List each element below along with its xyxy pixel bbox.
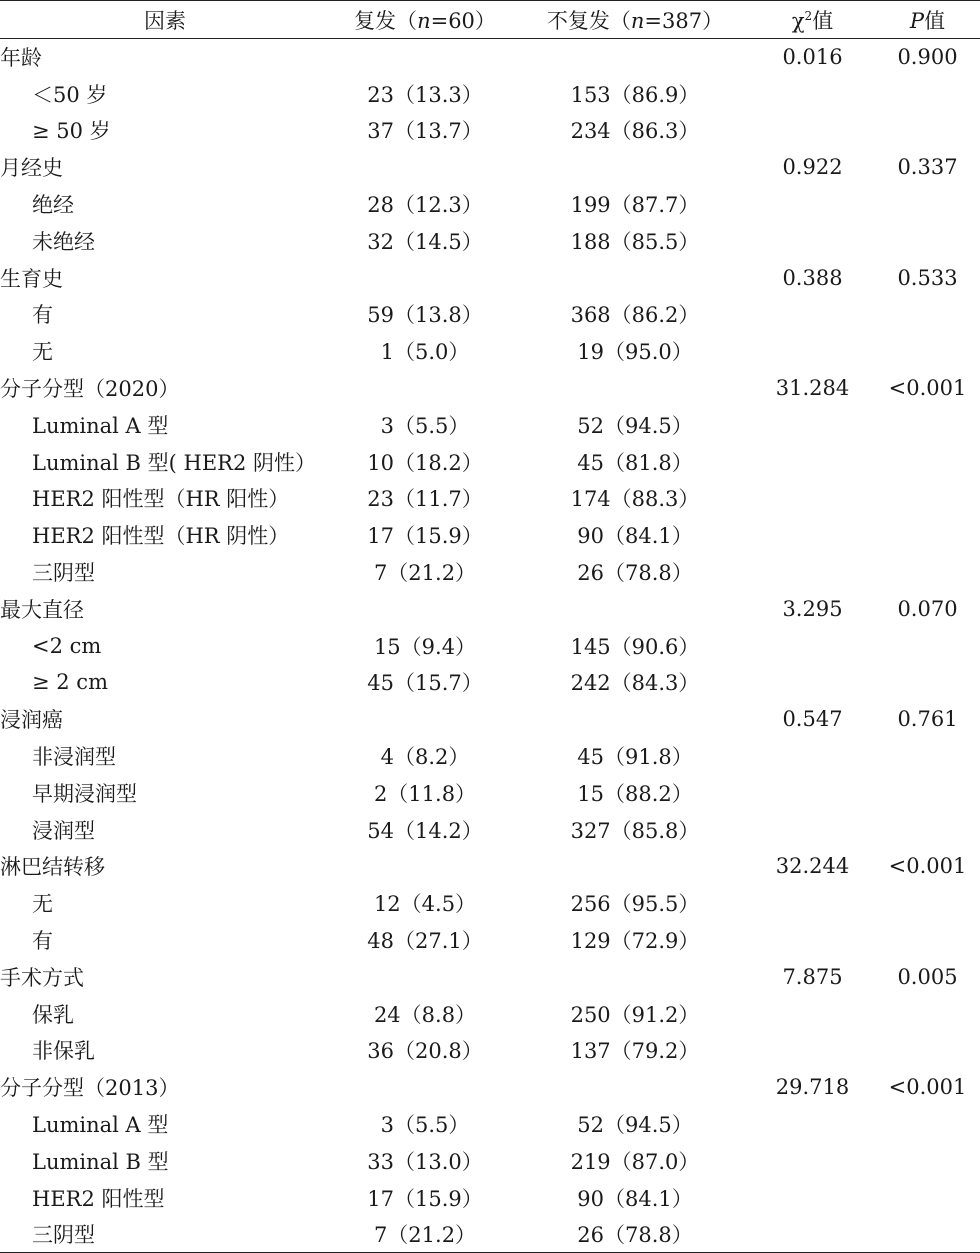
table-row-factor xyxy=(0,39,980,76)
p-value-cell: <0.001 xyxy=(888,376,967,401)
factor-cell: 浸润型 xyxy=(32,818,95,843)
factor-cell: 月经史 xyxy=(0,156,63,181)
recurrence-cell: 7（21.2） xyxy=(330,1216,520,1253)
p-value-cell xyxy=(875,627,980,664)
no-recurrence-cell: 327（85.8） xyxy=(570,818,700,843)
p-value-cell xyxy=(875,112,980,149)
recurrence-cell: 10（18.2） xyxy=(367,450,483,475)
p-value-cell xyxy=(875,664,980,701)
p-value-cell xyxy=(875,1216,980,1253)
table-row-subitem xyxy=(0,517,980,554)
recurrence-cell: 15（9.4） xyxy=(373,634,477,659)
no-recurrence-cell xyxy=(520,370,750,407)
no-recurrence-cell: 199（87.7） xyxy=(570,193,700,218)
table-row-subitem xyxy=(0,922,980,959)
recurrence-cell xyxy=(330,149,520,186)
no-recurrence-cell xyxy=(520,259,750,296)
factor-cell: 分子分型（2013） xyxy=(0,1076,180,1101)
factor-cell: ≥ 50 岁 xyxy=(32,119,111,144)
factor-cell: 三阴型 xyxy=(32,561,95,586)
recurrence-cell: 37（13.7） xyxy=(367,119,483,144)
table-row-subitem xyxy=(0,1106,980,1143)
p-value-cell xyxy=(875,222,980,259)
p-value-cell xyxy=(875,1179,980,1216)
no-recurrence-cell xyxy=(520,1069,750,1106)
recurrence-cell: 17（15.9） xyxy=(367,524,483,549)
p-value-cell: 0.070 xyxy=(897,596,958,621)
p-value-cell: <0.001 xyxy=(888,854,967,879)
table-row-factor xyxy=(0,958,980,995)
p-value-cell: 0.900 xyxy=(897,45,958,70)
table-row-factor xyxy=(0,701,980,738)
no-recurrence-cell xyxy=(520,149,750,186)
table-row-subitem xyxy=(0,995,980,1032)
p-value-cell xyxy=(875,738,980,775)
header-p-value: P值 xyxy=(875,1,980,39)
no-recurrence-cell: 90（84.1） xyxy=(577,1186,693,1211)
p-value-cell xyxy=(875,186,980,223)
chi-square-cell xyxy=(750,443,875,480)
chi-square-cell: 3.295 xyxy=(782,596,843,621)
chi-square-cell xyxy=(750,1216,875,1253)
recurrence-cell: 1（5.0） xyxy=(380,340,470,365)
p-value-cell xyxy=(875,333,980,370)
recurrence-cell: 3（5.5） xyxy=(380,1113,470,1137)
no-recurrence-cell xyxy=(520,590,750,627)
p-value-cell xyxy=(875,885,980,922)
table-row-subitem xyxy=(0,738,980,775)
chi-square-cell xyxy=(750,1142,875,1179)
chi-square-cell xyxy=(750,774,875,811)
chi-square-cell xyxy=(750,922,875,959)
no-recurrence-cell: 26（78.8） xyxy=(520,1216,750,1253)
no-recurrence-cell: 52（94.5） xyxy=(577,1113,693,1137)
factor-cell: 早期浸润型 xyxy=(32,781,137,806)
table-row-subitem xyxy=(0,186,980,223)
no-recurrence-cell: 368（86.2） xyxy=(570,303,700,328)
no-recurrence-cell: 174（88.3） xyxy=(570,487,700,512)
chi-square-cell: 29.718 xyxy=(775,1075,850,1100)
chi-square-cell xyxy=(750,664,875,701)
no-recurrence-cell: 15（88.2） xyxy=(577,781,693,806)
chi-square-cell xyxy=(750,1106,875,1143)
factor-cell: HER2 阳性型（HR 阳性） xyxy=(32,487,290,512)
p-value-cell xyxy=(875,995,980,1032)
no-recurrence-cell: 219（87.0） xyxy=(570,1149,700,1174)
factor-cell: ＜50 岁 xyxy=(32,82,108,107)
no-recurrence-cell xyxy=(520,958,750,995)
factor-cell: 最大直径 xyxy=(0,597,84,622)
p-value-cell: <0.001 xyxy=(888,1075,967,1100)
recurrence-cell: 17（15.9） xyxy=(367,1186,483,1211)
recurrence-cell: 4（8.2） xyxy=(380,745,470,770)
no-recurrence-cell xyxy=(520,39,750,76)
factor-cell: 非保乳 xyxy=(32,1039,95,1064)
factor-cell: Luminal A 型 xyxy=(32,1113,169,1137)
p-value-cell xyxy=(875,443,980,480)
table-row-factor xyxy=(0,259,980,296)
no-recurrence-cell: 90（84.1） xyxy=(577,524,693,549)
factor-cell: 非浸润型 xyxy=(32,745,116,770)
factor-cell: <2 cm xyxy=(32,633,102,658)
table-row-subitem xyxy=(0,112,980,149)
no-recurrence-cell: 250（91.2） xyxy=(570,1002,700,1027)
table-body xyxy=(0,39,980,1253)
table-row-subitem xyxy=(0,222,980,259)
table-row-subitem xyxy=(0,333,980,370)
factor-cell: 分子分型（2020） xyxy=(0,377,180,402)
no-recurrence-cell: 145（90.6） xyxy=(570,634,700,659)
p-value-cell xyxy=(875,554,980,591)
no-recurrence-cell: 45（91.8） xyxy=(577,745,693,770)
factor-cell: HER2 阳性型 xyxy=(32,1186,165,1211)
table-row-factor xyxy=(0,1069,980,1106)
chi-square-cell: 0.922 xyxy=(782,155,843,180)
chi-square-cell xyxy=(750,1179,875,1216)
no-recurrence-cell: 52（94.5） xyxy=(577,413,693,438)
no-recurrence-cell: 45（81.8） xyxy=(577,450,693,475)
chi-square-cell: 0.388 xyxy=(782,265,843,290)
table-row-factor xyxy=(0,848,980,885)
chi-square-cell xyxy=(750,1032,875,1069)
table-row-subitem xyxy=(0,627,980,664)
table-row-factor xyxy=(0,149,980,186)
chi-square-cell xyxy=(750,517,875,554)
recurrence-cell xyxy=(330,1069,520,1106)
recurrence-cell xyxy=(330,259,520,296)
factor-cell: 年龄 xyxy=(0,46,42,71)
factor-cell: 无 xyxy=(32,892,53,917)
chi-square-cell xyxy=(750,627,875,664)
p-value-cell xyxy=(875,774,980,811)
recurrence-cell xyxy=(330,39,520,76)
p-value-cell xyxy=(875,811,980,848)
p-value-cell xyxy=(875,296,980,333)
chi-square-cell xyxy=(750,186,875,223)
header-factor: 因素 xyxy=(0,1,330,39)
recurrence-cell: 3（5.5） xyxy=(380,413,470,438)
recurrence-cell xyxy=(330,701,520,738)
no-recurrence-cell: 137（79.2） xyxy=(570,1039,700,1064)
factor-cell: 未绝经 xyxy=(32,229,95,254)
no-recurrence-cell: 153（86.9） xyxy=(570,82,700,107)
chi-square-cell xyxy=(750,885,875,922)
p-value-cell xyxy=(875,480,980,517)
no-recurrence-cell: 19（95.0） xyxy=(577,340,693,365)
p-value-cell xyxy=(875,75,980,112)
recurrence-cell: 24（8.8） xyxy=(373,1002,477,1027)
factor-cell: 保乳 xyxy=(32,1002,74,1027)
table-row-subitem xyxy=(0,554,980,591)
factor-cell: 生育史 xyxy=(0,266,63,291)
chi-square-cell xyxy=(750,333,875,370)
table-row-subitem xyxy=(0,443,980,480)
no-recurrence-cell: 256（95.5） xyxy=(570,892,700,917)
recurrence-cell: 23（13.3） xyxy=(367,82,483,107)
p-value-cell xyxy=(875,1142,980,1179)
factor-cell: 绝经 xyxy=(32,193,74,218)
factor-cell: Luminal A 型 xyxy=(32,413,169,438)
table-row-factor xyxy=(0,590,980,627)
p-value-cell: 0.761 xyxy=(897,707,958,732)
p-value-cell xyxy=(875,1032,980,1069)
chi-square-cell xyxy=(750,811,875,848)
recurrence-cell xyxy=(330,848,520,885)
table-row-subitem xyxy=(0,1142,980,1179)
chi-square-cell xyxy=(750,296,875,333)
no-recurrence-cell: 234（86.3） xyxy=(570,119,700,144)
factor-cell: HER2 阳性型（HR 阴性） xyxy=(32,524,290,549)
recurrence-cell: 12（4.5） xyxy=(373,892,477,917)
factor-cell: 三阴型 xyxy=(0,1216,330,1253)
recurrence-cell: 59（13.8） xyxy=(367,303,483,328)
chi-square-cell: 32.244 xyxy=(775,854,850,879)
table-header xyxy=(0,1,980,39)
p-value-cell: 0.005 xyxy=(897,964,958,989)
p-value-cell xyxy=(875,406,980,443)
header-no-recurrence: 不复发（n=387） xyxy=(520,1,750,39)
table-row-subitem xyxy=(0,406,980,443)
chi-square-cell xyxy=(750,480,875,517)
factor-cell: 有 xyxy=(32,929,53,954)
p-value-cell xyxy=(875,517,980,554)
chi-square-cell xyxy=(750,75,875,112)
factor-cell: ≥ 2 cm xyxy=(32,670,108,695)
table-row-factor xyxy=(0,370,980,407)
chi-square-cell: 31.284 xyxy=(775,376,850,401)
factor-cell: 无 xyxy=(32,340,53,365)
recurrence-cell: 48（27.1） xyxy=(367,929,483,954)
chi-square-cell xyxy=(750,112,875,149)
table-row-subitem xyxy=(0,664,980,701)
table-row-subitem xyxy=(0,1179,980,1216)
chi-square-cell xyxy=(750,222,875,259)
recurrence-cell xyxy=(330,958,520,995)
chi-square-cell xyxy=(750,995,875,1032)
chi-square-cell: 7.875 xyxy=(782,964,843,989)
factor-cell: Luminal B 型( HER2 阴性） xyxy=(32,450,317,475)
table-row-subitem xyxy=(0,774,980,811)
recurrence-cell: 32（14.5） xyxy=(367,229,483,254)
recurrence-cell: 45（15.7） xyxy=(367,671,483,696)
table-row-subitem xyxy=(0,296,980,333)
no-recurrence-cell xyxy=(520,701,750,738)
p-value-cell xyxy=(875,1106,980,1143)
chi-square-cell xyxy=(750,738,875,775)
table-row-subitem xyxy=(0,1216,980,1253)
recurrence-cell: 23（11.7） xyxy=(367,487,483,512)
recurrence-cell: 36（20.8） xyxy=(367,1039,483,1064)
factor-cell: 淋巴结转移 xyxy=(0,855,105,880)
no-recurrence-cell: 242（84.3） xyxy=(570,671,700,696)
recurrence-cell xyxy=(330,370,520,407)
chi-square-cell: 0.547 xyxy=(782,707,843,732)
table-row-subitem xyxy=(0,885,980,922)
factor-cell: Luminal B 型 xyxy=(32,1149,169,1174)
recurrence-cell: 7（21.2） xyxy=(373,561,477,586)
factor-cell: 有 xyxy=(32,303,53,328)
header-recurrence: 复发（n=60） xyxy=(330,1,520,39)
chi-square-cell xyxy=(750,406,875,443)
factor-cell: 手术方式 xyxy=(0,965,84,990)
no-recurrence-cell xyxy=(520,848,750,885)
no-recurrence-cell: 129（72.9） xyxy=(570,929,700,954)
table-row-subitem xyxy=(0,75,980,112)
no-recurrence-cell: 26（78.8） xyxy=(577,561,693,586)
recurrence-cell: 54（14.2） xyxy=(367,818,483,843)
table-row-subitem xyxy=(0,811,980,848)
p-value-cell xyxy=(875,922,980,959)
p-value-cell: 0.533 xyxy=(897,265,958,290)
chi-square-cell: 0.016 xyxy=(782,45,843,70)
recurrence-cell: 33（13.0） xyxy=(367,1149,483,1174)
no-recurrence-cell: 188（85.5） xyxy=(570,229,700,254)
header-chi-square: $\chi^2$值 xyxy=(750,1,875,39)
header-row xyxy=(0,1,980,39)
table-row-subitem xyxy=(0,480,980,517)
recurrence-cell: 28（12.3） xyxy=(367,193,483,218)
p-value-cell: 0.337 xyxy=(897,155,958,180)
recurrence-cell xyxy=(330,590,520,627)
chi-square-cell xyxy=(750,554,875,591)
factor-cell: 浸润癌 xyxy=(0,708,63,733)
table-row-subitem xyxy=(0,1032,980,1069)
recurrence-cell: 2（11.8） xyxy=(373,781,477,806)
